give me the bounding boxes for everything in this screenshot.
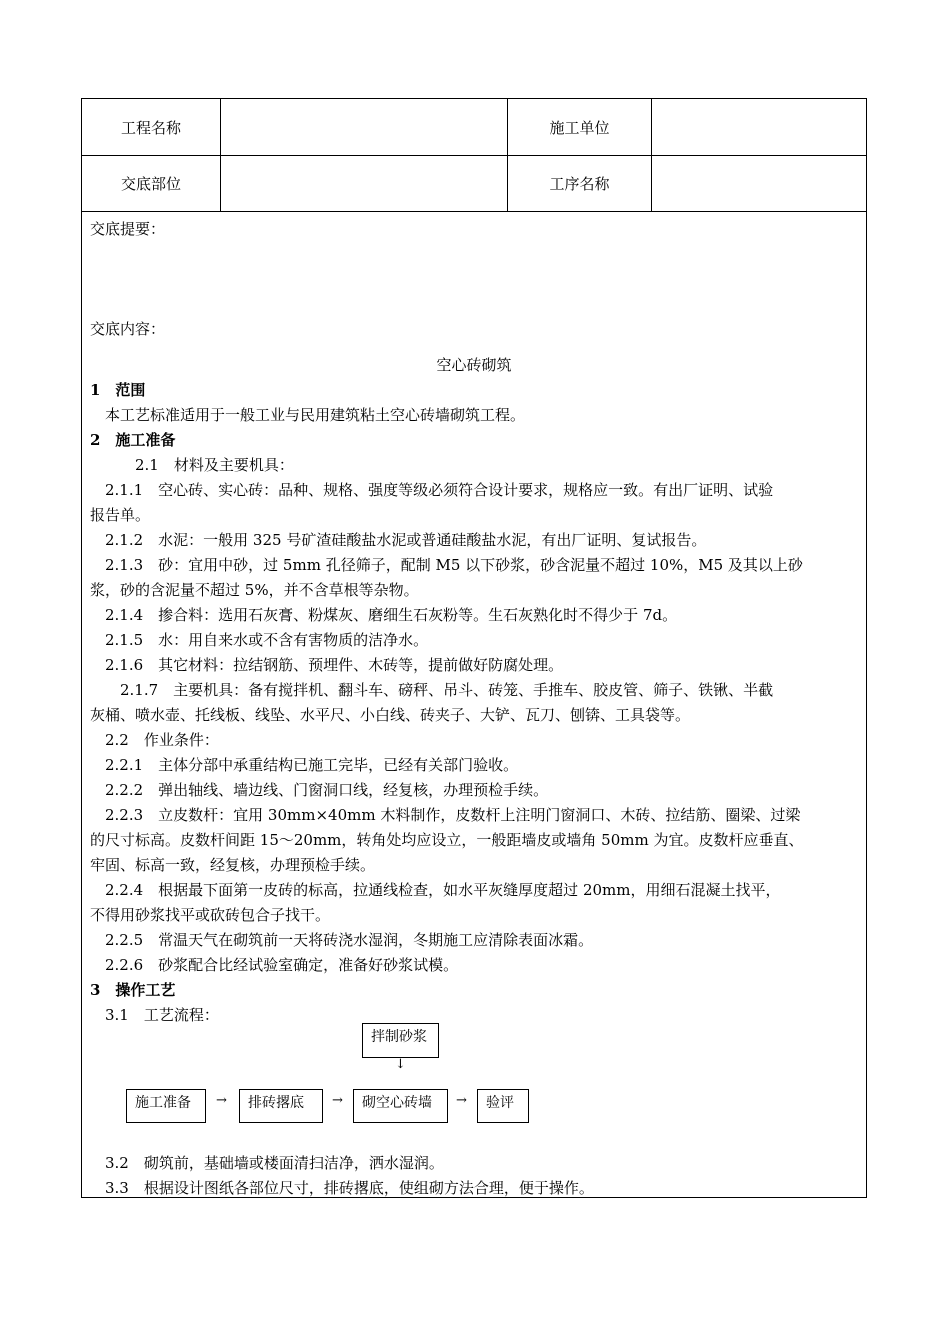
content-line: 2.2.5 常温天气在砌筑前一天将砖浇水湿润，冬期施工应清除表面冰霜。 xyxy=(90,931,594,949)
content-line: 2.1.3 砂：宜用中砂，过 5mm 孔径筛子，配制 M5 以下砂浆，砂含泥量不超过 10%，M5 及其以上砂 xyxy=(90,556,803,574)
section-heading: 2 施工准备 xyxy=(90,431,176,449)
right-arrow-icon: → xyxy=(332,1093,343,1108)
content-line: 的尺寸标高。皮数杆间距 15～20mm，转角处均应设立，一般距墙皮或墙角 50mm 为宜。皮数杆应垂直、 xyxy=(90,831,804,849)
content-line: 2.2 作业条件： xyxy=(90,731,219,749)
process-name-label: 工序名称 xyxy=(549,175,610,193)
project-name-label: 工程名称 xyxy=(120,119,181,137)
content-line: 2.2.2 弹出轴线、墙边线、门窗洞口线，经复核，办理预检手续。 xyxy=(90,781,549,799)
content-line: 灰桶、喷水壶、托线板、线坠、水平尺、小白线、砖夹子、大铲、瓦刀、刨锛、工具袋等。 xyxy=(90,706,691,724)
flow-box-layout: 排砖撂底 xyxy=(239,1089,323,1123)
document-title: 空心砖砌筑 xyxy=(436,356,512,374)
content-line: 2.1.6 其它材料：拉结钢筋、预埋件、木砖等，提前做好防腐处理。 xyxy=(90,656,564,674)
construction-unit-field[interactable] xyxy=(652,99,866,154)
construction-unit-label: 施工单位 xyxy=(549,119,610,137)
content-label: 交底内容： xyxy=(90,320,166,338)
content-line: 2.2.4 根据最下面第一皮砖的标高，拉通线检查，如水平灰缝厚度超过 20mm，用细石混凝土找平， xyxy=(90,881,781,899)
content-line: 报告单。 xyxy=(90,506,151,524)
content-line: 浆，砂的含泥量不超过 5%，并不含草根等杂物。 xyxy=(90,581,419,599)
project-name-field[interactable] xyxy=(221,99,506,154)
right-arrow-icon: → xyxy=(216,1093,227,1108)
summary-label: 交底提要： xyxy=(90,220,166,238)
content-line: 3.2 砌筑前，基础墙或楼面清扫洁净，洒水湿润。 xyxy=(90,1154,444,1172)
divider xyxy=(507,99,508,211)
content-line: 2.1.5 水：用自来水或不含有害物质的洁净水。 xyxy=(90,631,429,649)
down-arrow-icon: ↓ xyxy=(395,1057,406,1072)
content-line: 牢固、标高一致，经复核，办理预检手续。 xyxy=(90,856,376,874)
content-line: 2.1.7 主要机具：备有搅拌机、翻斗车、磅秤、吊斗、砖笼、手推车、胶皮管、筛子、铁锹、半截 xyxy=(90,681,774,699)
content-line: 2.2.6 砂浆配合比经试验室确定，准备好砂浆试模。 xyxy=(90,956,459,974)
process-name-field[interactable] xyxy=(652,156,866,211)
handover-part-label: 交底部位 xyxy=(120,175,181,193)
flow-box-prep: 施工准备 xyxy=(126,1089,206,1123)
content-line: 本工艺标准适用于一般工业与民用建筑粘土空心砖墙砌筑工程。 xyxy=(90,406,526,424)
content-line: 2.1 材料及主要机具： xyxy=(90,456,294,474)
content-line: 3.3 根据设计图纸各部位尺寸，排砖撂底，使组砌方法合理，便于操作。 xyxy=(90,1179,594,1197)
content-line: 2.1.2 水泥：一般用 325 号矿渣硅酸盐水泥或普通硅酸盐水泥，有出厂证明、复试报告。 xyxy=(90,531,707,549)
content-line: 2.2.1 主体分部中承重结构已施工完毕，已经有关部门验收。 xyxy=(90,756,519,774)
flow-box-wall: 砌空心砖墙 xyxy=(353,1089,448,1123)
handover-part-field[interactable] xyxy=(221,156,506,211)
flow-box-mortar: 拌制砂浆 xyxy=(362,1023,439,1058)
handover-form xyxy=(81,98,867,1198)
content-line: 3.1 工艺流程： xyxy=(90,1006,219,1024)
right-arrow-icon: → xyxy=(456,1093,467,1108)
content-line: 2.1.4 掺合料：选用石灰膏、粉煤灰、磨细生石灰粉等。生石灰熟化时不得少于 7d。 xyxy=(90,606,678,624)
section-heading: 1 范围 xyxy=(90,381,146,399)
section-heading: 3 操作工艺 xyxy=(90,981,176,999)
flow-box-inspect: 验评 xyxy=(477,1089,529,1123)
content-line: 不得用砂浆找平或砍砖包合子找干。 xyxy=(90,906,331,924)
content-line: 2.2.3 立皮数杆：宜用 30mm×40mm 木料制作，皮数杆上注明门窗洞口、木砖、拉结筋、圈梁、过梁 xyxy=(90,806,801,824)
content-line: 2.1.1 空心砖、实心砖：品种、规格、强度等级必须符合设计要求，规格应一致。有出厂证明、试验 xyxy=(90,481,774,499)
